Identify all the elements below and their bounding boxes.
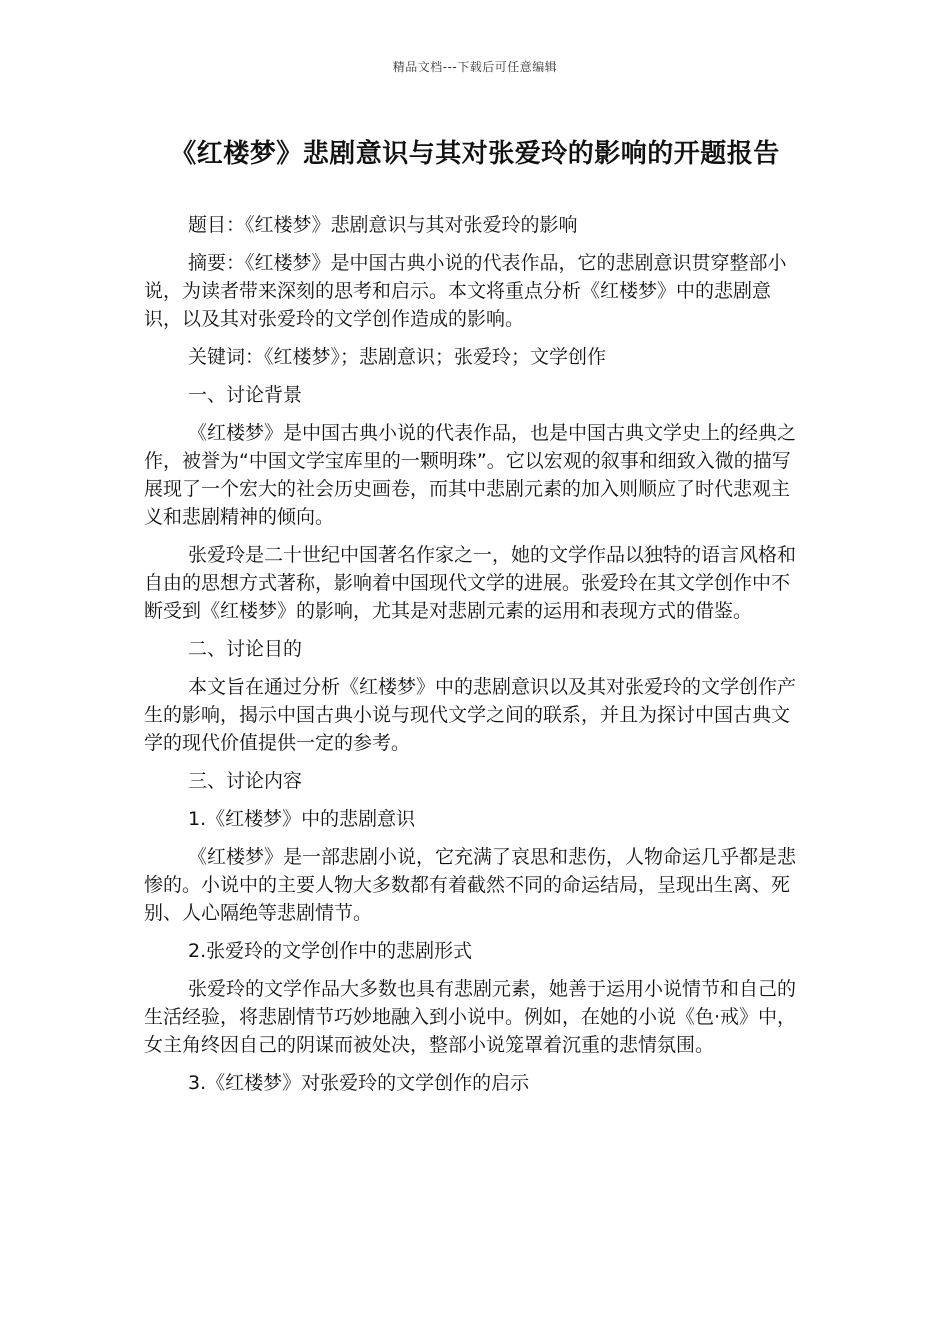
subheading-1: 1.《红楼梦》中的悲剧意识 [188, 808, 416, 830]
background-paragraph-1: 《红楼梦》是中国古典小说的代表作品，也是中国古典文学史上的经典之作，被誉为“中国文学宝库里的一颗明珠”。它以宏观的叙事和细致入微的描写展现了一个宏大的社会历史画卷，而其中悲剧元素的加入则顺应了时代悲观主义和悲剧精神的倾向。 [144, 422, 797, 528]
topic-line: 题目：《红楼梦》悲剧意识与其对张爱玲的影响 [188, 214, 578, 236]
document-body [144, 211, 800, 1107]
content-paragraph-2: 张爱玲的文学作品大多数也具有悲剧元素，她善于运用小说情节和自己的生活经验，将悲剧情节巧妙地融入到小说中。例如，在她的小说《色·戒》中，女主角终因自己的阴谋而被处决，整部小说笼罩着沉重的悲情氛围。 [144, 978, 797, 1056]
section-heading-content: 三、讨论内容 [188, 770, 303, 792]
section-heading-purpose: 二、讨论目的 [188, 638, 303, 660]
abstract-paragraph: 摘要：《红楼梦》是中国古典小说的代表作品，它的悲剧意识贯穿整部小说，为读者带来深刻的思考和启示。本文将重点分析《红楼梦》中的悲剧意识，以及其对张爱玲的文学创作造成的影响。 [144, 252, 787, 330]
purpose-paragraph: 本文旨在通过分析《红楼梦》中的悲剧意识以及其对张爱玲的文学创作产生的影响，揭示中国古典小说与现代文学之间的联系，并且为探讨中国古典文学的现代价值提供一定的参考。 [144, 676, 797, 754]
background-paragraph-2: 张爱玲是二十世纪中国著名作家之一，她的文学作品以独特的语言风格和自由的思想方式著称，影响着中国现代文学的进展。张爱玲在其文学创作中不断受到《红楼梦》的影响，尤其是对悲剧元素的运用和表现方式的借鉴。 [144, 544, 797, 622]
content-paragraph-1: 《红楼梦》是一部悲剧小说，它充满了哀思和悲伤，人物命运几乎都是悲惨的。小说中的主要人物大多数都有着截然不同的命运结局，呈现出生离、死别、人心隔绝等悲剧情节。 [144, 846, 797, 924]
document-title: 《红楼梦》悲剧意识与其对张爱玲的影响的开题报告 [170, 139, 780, 169]
keywords-line: 关键词：《红楼梦》；悲剧意识；张爱玲；文学创作 [188, 346, 607, 368]
subheading-3: 3.《红楼梦》对张爱玲的文学创作的启示 [188, 1072, 530, 1094]
page-header-note: 精品文档---下载后可任意编辑 [392, 60, 558, 74]
section-heading-background: 一、讨论背景 [188, 384, 303, 406]
subheading-2: 2.张爱玲的文学创作中的悲剧形式 [188, 940, 473, 962]
